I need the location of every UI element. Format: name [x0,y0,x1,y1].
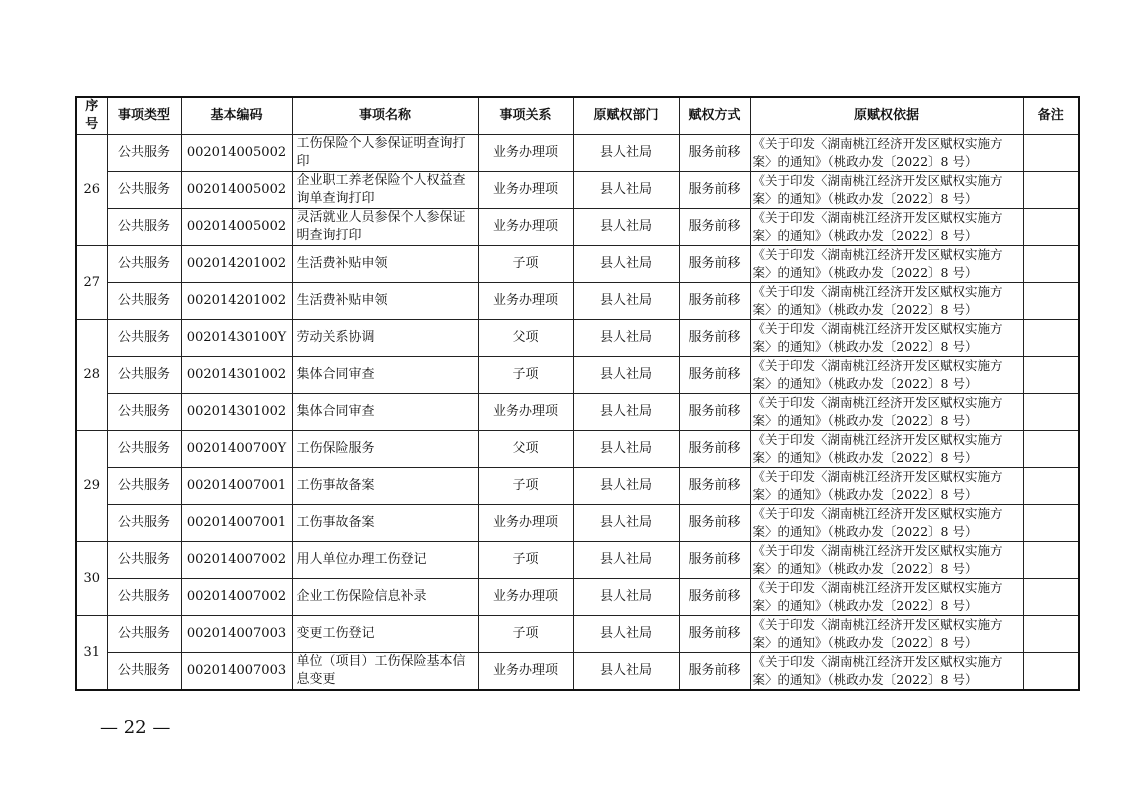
cell-type: 公共服务 [107,394,181,431]
cell-note [1023,505,1079,542]
table-row [76,320,1079,357]
cell-basis: 《关于印发〈湖南桃江经济开发区赋权实施方案〉的通知》（桃政办发〔2022〕8 号） [750,246,1023,283]
header-code: 基本编码 [181,97,292,135]
cell-mode: 服务前移 [679,431,750,468]
cell-mode: 服务前移 [679,579,750,616]
cell-code: 002014201002 [181,246,292,283]
cell-relation: 业务办理项 [478,209,573,246]
cell-note [1023,357,1079,394]
cell-mode: 服务前移 [679,246,750,283]
cell-basis: 《关于印发〈湖南桃江经济开发区赋权实施方案〉的通知》（桃政办发〔2022〕8 号） [750,209,1023,246]
cell-mode: 服务前移 [679,616,750,653]
cell-relation: 业务办理项 [478,579,573,616]
cell-basis: 《关于印发〈湖南桃江经济开发区赋权实施方案〉的通知》（桃政办发〔2022〕8 号） [750,431,1023,468]
cell-mode: 服务前移 [679,468,750,505]
table-row [76,357,1079,394]
cell-note [1023,468,1079,505]
cell-type: 公共服务 [107,357,181,394]
cell-basis: 《关于印发〈湖南桃江经济开发区赋权实施方案〉的通知》（桃政办发〔2022〕8 号） [750,394,1023,431]
cell-name: 集体合同审查 [292,357,478,394]
cell-dept: 县人社局 [573,394,679,431]
cell-mode: 服务前移 [679,283,750,320]
header-mode: 赋权方式 [679,97,750,135]
cell-name: 劳动关系协调 [292,320,478,357]
cell-relation: 子项 [478,542,573,579]
cell-relation: 业务办理项 [478,505,573,542]
cell-type: 公共服务 [107,283,181,320]
cell-code: 002014301002 [181,357,292,394]
cell-note [1023,653,1079,691]
cell-basis: 《关于印发〈湖南桃江经济开发区赋权实施方案〉的通知》（桃政办发〔2022〕8 号） [750,320,1023,357]
cell-dept: 县人社局 [573,172,679,209]
cell-relation: 父项 [478,431,573,468]
cell-dept: 县人社局 [573,246,679,283]
cell-code: 00201400700Y [181,431,292,468]
cell-name: 企业职工养老保险个人权益查询单查询打印 [292,172,478,209]
cell-relation: 业务办理项 [478,283,573,320]
cell-mode: 服务前移 [679,394,750,431]
cell-type: 公共服务 [107,542,181,579]
cell-code: 002014007002 [181,579,292,616]
cell-type: 公共服务 [107,505,181,542]
cell-dept: 县人社局 [573,320,679,357]
cell-note [1023,616,1079,653]
header-seq: 序号 [76,97,107,135]
cell-relation: 业务办理项 [478,394,573,431]
cell-code: 002014007001 [181,505,292,542]
table-row [76,653,1079,691]
cell-type: 公共服务 [107,579,181,616]
cell-relation: 子项 [478,616,573,653]
cell-type: 公共服务 [107,135,181,172]
cell-type: 公共服务 [107,320,181,357]
cell-relation: 子项 [478,468,573,505]
cell-mode: 服务前移 [679,320,750,357]
cell-basis: 《关于印发〈湖南桃江经济开发区赋权实施方案〉的通知》（桃政办发〔2022〕8 号） [750,135,1023,172]
cell-type: 公共服务 [107,172,181,209]
page-number: — 22 — [100,717,171,738]
cell-mode: 服务前移 [679,357,750,394]
cell-dept: 县人社局 [573,653,679,691]
cell-name: 工伤保险服务 [292,431,478,468]
cell-dept: 县人社局 [573,209,679,246]
table-row [76,579,1079,616]
cell-type: 公共服务 [107,246,181,283]
cell-mode: 服务前移 [679,209,750,246]
cell-relation: 业务办理项 [478,135,573,172]
table-row [76,468,1079,505]
cell-relation: 子项 [478,246,573,283]
cell-name: 工伤保险个人参保证明查询打印 [292,135,478,172]
cell-name: 集体合同审查 [292,394,478,431]
cell-mode: 服务前移 [679,653,750,691]
cell-seq: 28 [76,320,107,431]
cell-code: 002014005002 [181,172,292,209]
cell-mode: 服务前移 [679,135,750,172]
header-note: 备注 [1023,97,1079,135]
table-row [76,135,1079,172]
authorization-table [75,96,1080,691]
table-row [76,246,1079,283]
table-row [76,394,1079,431]
table-row [76,542,1079,579]
cell-name: 单位（项目）工伤保险基本信息变更 [292,653,478,691]
table-row [76,431,1079,468]
cell-name: 工伤事故备案 [292,505,478,542]
cell-dept: 县人社局 [573,542,679,579]
header-dept: 原赋权部门 [573,97,679,135]
cell-name: 企业工伤保险信息补录 [292,579,478,616]
cell-code: 002014005002 [181,209,292,246]
cell-relation: 父项 [478,320,573,357]
cell-name: 灵活就业人员参保个人参保证明查询打印 [292,209,478,246]
cell-relation: 业务办理项 [478,653,573,691]
cell-dept: 县人社局 [573,283,679,320]
header-type: 事项类型 [107,97,181,135]
cell-basis: 《关于印发〈湖南桃江经济开发区赋权实施方案〉的通知》（桃政办发〔2022〕8 号） [750,357,1023,394]
table-row [76,283,1079,320]
table-row [76,172,1079,209]
cell-note [1023,172,1079,209]
cell-dept: 县人社局 [573,357,679,394]
header-basis: 原赋权依据 [750,97,1023,135]
cell-name: 工伤事故备案 [292,468,478,505]
cell-basis: 《关于印发〈湖南桃江经济开发区赋权实施方案〉的通知》（桃政办发〔2022〕8 号） [750,616,1023,653]
cell-code: 002014201002 [181,283,292,320]
cell-name: 变更工伤登记 [292,616,478,653]
cell-dept: 县人社局 [573,431,679,468]
cell-note [1023,320,1079,357]
cell-basis: 《关于印发〈湖南桃江经济开发区赋权实施方案〉的通知》（桃政办发〔2022〕8 号） [750,283,1023,320]
cell-code: 002014007002 [181,542,292,579]
table-row [76,616,1079,653]
cell-mode: 服务前移 [679,542,750,579]
cell-relation: 子项 [478,357,573,394]
cell-type: 公共服务 [107,431,181,468]
cell-type: 公共服务 [107,468,181,505]
table-row [76,505,1079,542]
cell-name: 生活费补贴申领 [292,283,478,320]
cell-seq: 27 [76,246,107,320]
cell-mode: 服务前移 [679,505,750,542]
cell-dept: 县人社局 [573,505,679,542]
cell-type: 公共服务 [107,616,181,653]
cell-dept: 县人社局 [573,616,679,653]
table-header-row [76,97,1079,135]
cell-note [1023,246,1079,283]
cell-mode: 服务前移 [679,172,750,209]
table-row [76,209,1079,246]
table-body [76,135,1079,691]
cell-name: 生活费补贴申领 [292,246,478,283]
cell-seq: 31 [76,616,107,691]
cell-code: 002014005002 [181,135,292,172]
cell-note [1023,394,1079,431]
cell-basis: 《关于印发〈湖南桃江经济开发区赋权实施方案〉的通知》（桃政办发〔2022〕8 号） [750,505,1023,542]
cell-code: 002014007003 [181,616,292,653]
cell-note [1023,135,1079,172]
cell-basis: 《关于印发〈湖南桃江经济开发区赋权实施方案〉的通知》（桃政办发〔2022〕8 号） [750,653,1023,691]
cell-basis: 《关于印发〈湖南桃江经济开发区赋权实施方案〉的通知》（桃政办发〔2022〕8 号） [750,542,1023,579]
cell-basis: 《关于印发〈湖南桃江经济开发区赋权实施方案〉的通知》（桃政办发〔2022〕8 号） [750,172,1023,209]
cell-code: 002014301002 [181,394,292,431]
cell-dept: 县人社局 [573,135,679,172]
cell-seq: 26 [76,135,107,246]
cell-code: 002014007003 [181,653,292,691]
cell-basis: 《关于印发〈湖南桃江经济开发区赋权实施方案〉的通知》（桃政办发〔2022〕8 号） [750,468,1023,505]
cell-relation: 业务办理项 [478,172,573,209]
header-relation: 事项关系 [478,97,573,135]
cell-code: 00201430100Y [181,320,292,357]
cell-note [1023,431,1079,468]
cell-dept: 县人社局 [573,468,679,505]
cell-note [1023,542,1079,579]
cell-type: 公共服务 [107,209,181,246]
cell-note [1023,579,1079,616]
cell-dept: 县人社局 [573,579,679,616]
header-name: 事项名称 [292,97,478,135]
cell-seq: 30 [76,542,107,616]
cell-seq: 29 [76,431,107,542]
cell-code: 002014007001 [181,468,292,505]
cell-type: 公共服务 [107,653,181,691]
cell-note [1023,283,1079,320]
cell-name: 用人单位办理工伤登记 [292,542,478,579]
cell-note [1023,209,1079,246]
cell-basis: 《关于印发〈湖南桃江经济开发区赋权实施方案〉的通知》（桃政办发〔2022〕8 号） [750,579,1023,616]
